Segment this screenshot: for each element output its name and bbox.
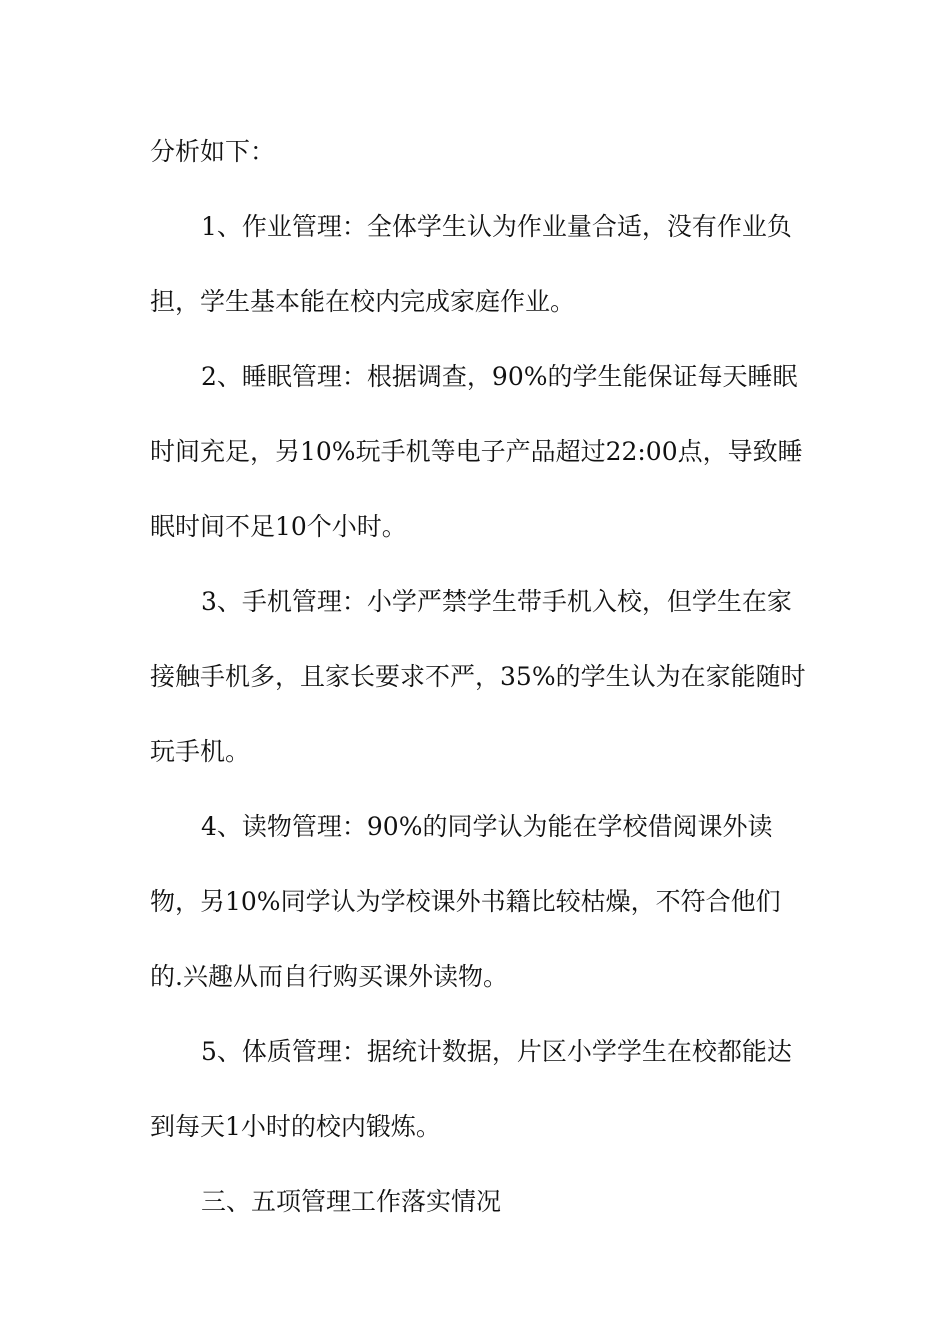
intro-line: 分析如下： — [150, 137, 276, 166]
item-1-line-1: 1、作业管理：全体学生认为作业量合适，没有作业负 — [201, 212, 792, 241]
item-1-line-2: 担，学生基本能在校内完成家庭作业。 — [150, 287, 576, 316]
item-4-line-3: 的.兴趣从而自行购买课外读物。 — [150, 962, 508, 991]
item-5-line-2: 到每天1小时的校内锻炼。 — [150, 1112, 441, 1141]
section-heading: 三、五项管理工作落实情况 — [201, 1187, 502, 1216]
item-2-line-2: 时间充足，另10%玩手机等电子产品超过22:00点，导致睡 — [150, 437, 803, 466]
item-3-line-1: 3、手机管理：小学严禁学生带手机入校，但学生在家 — [201, 587, 792, 616]
item-5-line-1: 5、体质管理：据统计数据，片区小学学生在校都能达 — [201, 1037, 792, 1066]
item-4-line-1: 4、读物管理：90%的同学认为能在学校借阅课外读 — [201, 812, 773, 841]
item-2-line-1: 2、睡眠管理：根据调查，90%的学生能保证每天睡眠 — [201, 362, 798, 391]
item-3-line-2: 接触手机多，且家长要求不严，35%的学生认为在家能随时 — [150, 662, 806, 691]
item-4-line-2: 物，另10%同学认为学校课外书籍比较枯燥，不符合他们 — [150, 887, 781, 916]
item-3-line-3: 玩手机。 — [150, 737, 251, 766]
item-2-line-3: 眠时间不足10个小时。 — [150, 512, 407, 541]
